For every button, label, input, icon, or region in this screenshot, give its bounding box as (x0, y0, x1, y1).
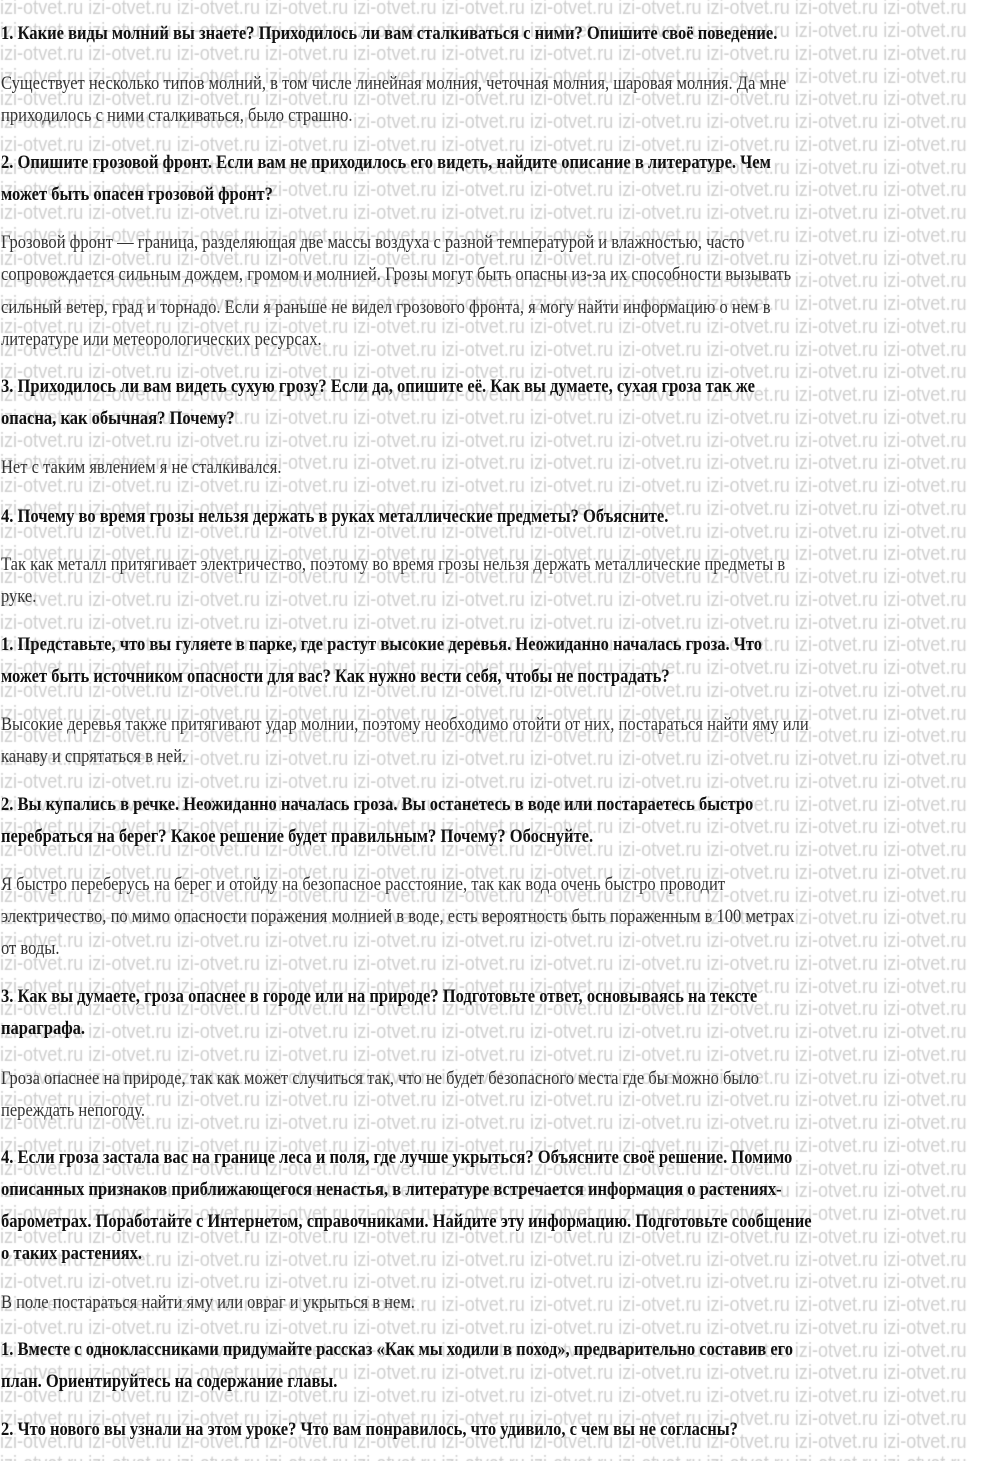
question-text-line: может быть источником опасности для вас? Как нужно вести себя, чтобы не пострадать? (1, 666, 670, 687)
answer-text-line: Грозовой фронт — граница, разделяющая две массы воздуха с разной температурой и влажностью, часто (1, 232, 745, 253)
question-text-line: 2. Опишите грозовой фронт. Если вам не приходилось его видеть, найдите описание в литературе. Чем (1, 152, 771, 173)
question-text-line: план. Ориентируйтесь на содержание главы. (1, 1371, 338, 1392)
question-text-line: параграфа. (1, 1018, 86, 1039)
answer-text-line: канаву и спрятаться в ней. (1, 746, 187, 767)
question-text-line: 3. Приходилось ли вам видеть сухую грозу? Если да, опишите её. Как вы думаете, сухая гроза так же (1, 376, 755, 397)
question-text-line: 1. Представьте, что вы гуляете в парке, где растут высокие деревья. Неожиданно началась гроза. Что (1, 634, 763, 655)
question-text-line: 4. Почему во время грозы нельзя держать в руках металлические предметы? Объясните. (1, 506, 669, 527)
question-text-line: барометрах. Поработайте с Интернетом, справочниками. Найдите эту информацию. Подготовьте сообщение (1, 1211, 812, 1232)
question-text-line: перебраться на берег? Какое решение будет правильным? Почему? Обоснуйте. (1, 826, 594, 847)
answer-text-line: приходилось с ними сталкиваться, было страшно. (1, 105, 353, 126)
question-text-line: о таких растениях. (1, 1243, 143, 1264)
question-text-line: 1. Вместе с одноклассниками придумайте рассказ «Как мы ходили в поход», предварительно составив его (1, 1339, 794, 1360)
question-text-line: 1. Какие виды молний вы знаете? Приходилось ли вам сталкиваться с ними? Опишите своё поведение. (1, 23, 778, 44)
answer-text-line: Гроза опаснее на природе, так как может случиться так, что не будет безопасного места где бы можно было (1, 1068, 760, 1089)
question-text-line: может быть опасен грозовой фронт? (1, 184, 273, 205)
question-text-line: 2. Что нового вы узнали на этом уроке? Что вам понравилось, что удивило, с чем вы не согласны? (1, 1419, 738, 1440)
answer-text-line: Существует несколько типов молний, в том числе линейная молния, четочная молния, шаровая молния. Да мне (1, 73, 787, 94)
answer-text-line: В поле постараться найти яму или овраг и укрыться в нем. (1, 1292, 415, 1313)
question-text-line: 3. Как вы думаете, гроза опаснее в городе или на природе? Подготовьте ответ, основываясь на тексте (1, 986, 758, 1007)
answer-text-line: Нет с таким явлением я не сталкивался. (1, 457, 282, 478)
answer-text-line: Так как металл притягивает электричество, поэтому во время грозы нельзя держать металлические предметы в (1, 554, 786, 575)
answer-text-line: литературе или метеорологических ресурсах. (1, 329, 322, 350)
answer-text-line: руке. (1, 586, 37, 607)
answer-text-line: сильный ветер, град и торнадо. Если я раньше не видел грозового фронта, я могу найти информацию о нем в (1, 297, 771, 318)
answer-text-line: Высокие деревья также притягивают удар молнии, поэтому необходимо отойти от них, постараться найти яму или (1, 714, 809, 735)
question-text-line: опасна, как обычная? Почему? (1, 408, 235, 429)
answer-text-line: сопровождается сильным дождем, громом и молнией. Грозы могут быть опасны из-за их способности вызывать (1, 264, 792, 285)
answer-text-line: электричество, по мимо опасности поражения молнией в воде, есть вероятность быть пораженным в 100 метрах (1, 906, 795, 927)
question-text-line: 4. Если гроза застала вас на границе леса и поля, где лучше укрыться? Объясните своё решение. Помимо (1, 1147, 793, 1168)
answer-text-line: Я быстро переберусь на берег и отойду на безопасное расстояние, так как вода очень быстро проводит (1, 874, 726, 895)
answer-text-line: переждать непогоду. (1, 1100, 146, 1121)
answer-text-line: от воды. (1, 938, 60, 959)
question-text-line: описанных признаков приближающегося ненастья, в литературе встречается информация о растениях- (1, 1179, 782, 1200)
question-text-line: 2. Вы купались в речке. Неожиданно началась гроза. Вы останетесь в воде или постараетесь быстро (1, 794, 754, 815)
